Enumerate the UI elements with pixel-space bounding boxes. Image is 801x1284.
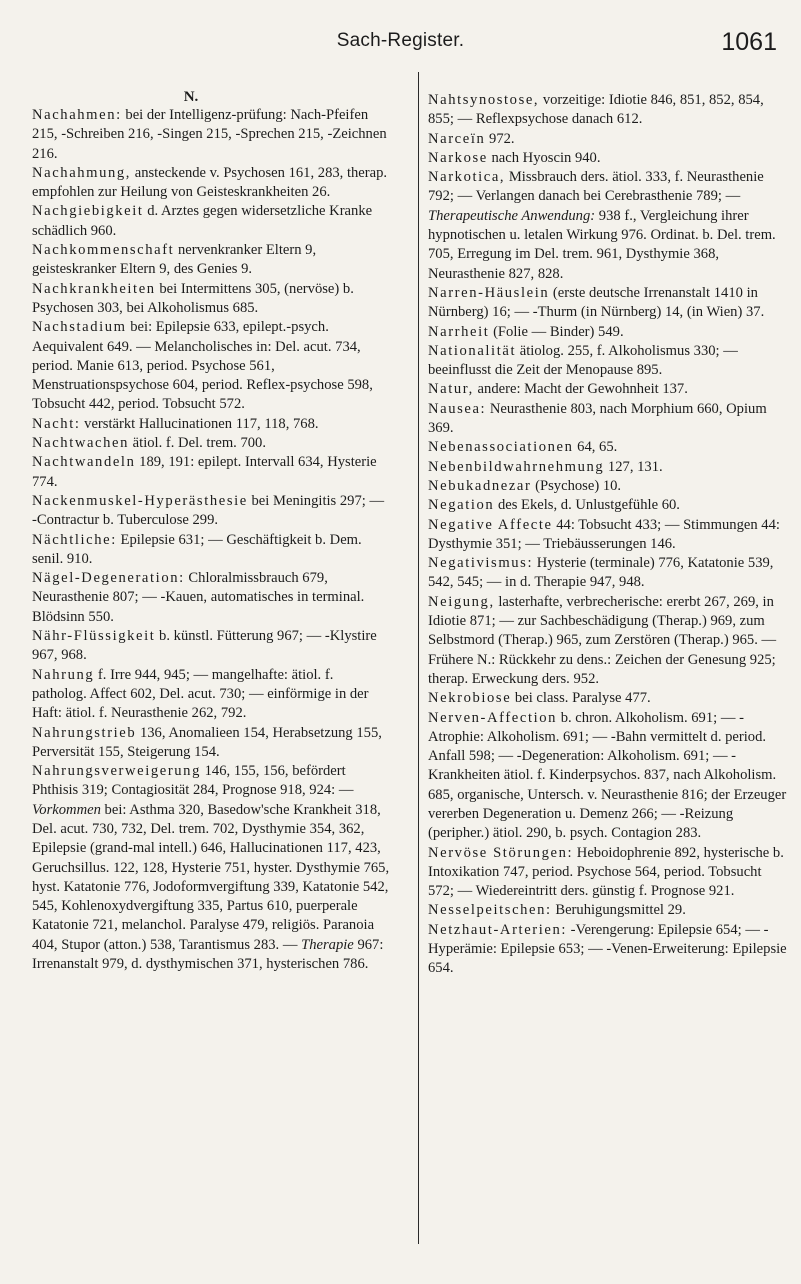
- index-keyword: Nahrungsverweigerung: [32, 763, 201, 780]
- index-entry: [428, 284, 788, 323]
- index-entry: [428, 593, 788, 689]
- index-references: des Ekels, d. Unlustgefühle 60.: [494, 497, 680, 514]
- index-keyword: Narkose: [428, 149, 488, 166]
- index-keyword: Nachkommenschaft: [32, 242, 175, 259]
- index-entry: [428, 901, 788, 920]
- index-references: ätiolog. 255, f. Alkoholismus 330; — beeinflusst die Zeit der Menopause 895.: [428, 342, 738, 379]
- index-keyword: Narrheit: [428, 323, 490, 340]
- page-title: Sach-Register.: [336, 30, 465, 51]
- running-head: [0, 30, 801, 60]
- index-references: Hysterie (terminale) 776, Katatonie 539, 542, 545; — in d. Therapie 947, 948.: [428, 555, 774, 591]
- index-references: nervenkranker Eltern 9, geisteskranker Eltern 9, des Genies 9.: [32, 242, 317, 278]
- index-references: Neurasthenie 803, nach Morphium 660, Opium 369.: [428, 400, 767, 437]
- index-references: b. künstl. Fütterung 967; — -Klystire 967, 968.: [32, 628, 377, 664]
- index-entry: [32, 492, 390, 531]
- index-keyword: Nervöse Störungen:: [428, 844, 574, 861]
- index-references: 967: Irrenanstalt 979, d. dysthymischen 371, hysterischen 786.: [32, 936, 384, 973]
- index-keyword: Negativismus:: [428, 555, 534, 572]
- index-keyword: Nerven-Affection: [428, 709, 558, 726]
- index-references: 938 f., Vergleichung ihrer hypnotischen u. letalen Wirkung 976. Ordinat. b. Del. trem. 705, Erregung im Del. trem. 961, Dysthymie 368, Neurasthenie 827, 828.: [428, 207, 776, 282]
- index-keyword: Netzhaut-Arterien:: [428, 921, 568, 938]
- index-keyword: Nahtsynostose,: [428, 92, 540, 108]
- index-keyword: Narkotica,: [428, 169, 506, 186]
- index-keyword: Nachtwachen: [32, 435, 130, 452]
- index-entry: [428, 554, 788, 593]
- index-keyword: Nacht:: [32, 415, 81, 432]
- index-entry: [32, 724, 390, 763]
- index-entry: [428, 844, 788, 902]
- index-references: andere: Macht der Gewohnheit 137.: [473, 381, 688, 398]
- index-entry: [32, 434, 390, 453]
- index-entry: [32, 569, 390, 627]
- index-references: Heboidophrenie 892, hysterische b. Intoxikation 747, period. Psychose 564, period. Tobsucht 572; — Wiedereintritt ders. günstig f. Prognose 921.: [428, 844, 784, 900]
- index-keyword: Narceïn: [428, 130, 486, 147]
- index-entry: [32, 202, 390, 241]
- index-references: 127, 131.: [604, 458, 663, 475]
- index-references: vorzeitige: Idiotie 846, 851, 852, 854, 855; — Reflexpsychose danach 612.: [428, 92, 764, 128]
- index-references: (erste deutsche Irrenanstalt 1410 in Nürnberg) 16; — -Thurm (in Nürnberg) 14, (in Wien) 37.: [428, 284, 765, 321]
- index-references: verstärkt Hallucinationen 117, 118, 768.: [80, 415, 319, 432]
- index-references: ansteckende v. Psychosen 161, 283, therap. empfohlen zur Heilung von Geisteskrankheiten 26.: [32, 164, 388, 201]
- index-entry: [32, 280, 390, 319]
- index-entry: [32, 453, 390, 492]
- section-letter: N.: [183, 89, 199, 105]
- index-keyword: Negative Affecte: [428, 516, 553, 533]
- index-keyword: Nebukadnezar: [428, 477, 532, 494]
- index-references: bei: Asthma 320, Basedow'sche Krankheit 318, Del. acut. 730, 732, Del. trem. 702, Dysthymie 354, 362, Epilepsie (grand-mal intell.) 646, Hallucinationen 117, 423, Geruchsillus. 122, 128, Hysterie 751, hyster. Dysthymie 765, hyst. Katatonie 776, Jodoformvergiftung 339, Katatonie 542, 545, Kohlenoxydvergiftung 335, Partus 610, puerperale Katatonie 721, melanchol. Paralyse 479, religiös. Paranoia 404, Stupor (atton.) 538, Tarantismus 283. —: [32, 801, 390, 953]
- index-entry: [428, 149, 788, 168]
- index-keyword: Nachkrankheiten: [32, 280, 156, 297]
- index-entry: [32, 164, 390, 203]
- index-entry: [428, 91, 788, 130]
- index-entry: [32, 531, 390, 570]
- index-references: bei class. Paralyse 477.: [511, 690, 651, 707]
- index-references: Chloralmissbrauch 679, Neurasthenie 807; — -Kauen, automatisches in terminal. Blödsinn 550.: [32, 570, 365, 625]
- index-keyword: Nebenbildwahrnehmung: [428, 458, 605, 475]
- index-entry: [428, 921, 788, 979]
- index-entry: [32, 415, 390, 434]
- index-keyword: Nebenassociationen: [428, 439, 574, 456]
- index-entry: [428, 342, 788, 381]
- index-keyword: Nationalität: [428, 342, 517, 359]
- index-entry: [32, 318, 390, 414]
- index-references: ätiol. f. Del. trem. 700.: [129, 435, 267, 452]
- index-keyword: Negation: [428, 497, 495, 514]
- index-references: 136, Anomalieen 154, Herabsetzung 155, Perversität 155, Steigerung 154.: [32, 724, 382, 760]
- index-references: (Folie — Binder) 549.: [489, 323, 624, 340]
- index-entry: [32, 627, 390, 666]
- index-references: -Verengerung: Epilepsie 654; — -Hyperämie: Epilepsie 653; — -Venen-Erweiterung: Epilepsie 654.: [428, 921, 787, 977]
- left-column: [32, 91, 390, 974]
- index-keyword: Nachahmung,: [32, 164, 132, 181]
- index-references: bei: Epilepsie 633, epilept.-psych. Aequivalent 649. — Melancholisches in: Del. acut. 734, period. Manie 613, period. Psychose 561, Menstruationspsychose 604, period. Reflex-psychose 598, Tobsucht 442, period. Tobsucht 572.: [32, 319, 373, 413]
- index-entry: [428, 323, 788, 342]
- right-column: [428, 91, 788, 979]
- index-entry: [428, 130, 788, 149]
- index-entry: [428, 400, 788, 439]
- index-references: bei Meningitis 297; — -Contractur b. Tuberculose 299.: [32, 492, 385, 529]
- index-keyword: Nackenmuskel-Hyperästhesie: [32, 492, 248, 509]
- index-entry: [428, 516, 788, 555]
- index-subheading: Therapeutische Anwendung:: [428, 207, 596, 224]
- index-references: (Psychose) 10.: [531, 477, 622, 494]
- index-keyword: Nägel-Degeneration:: [32, 570, 185, 587]
- index-keyword: Narren-Häuslein: [428, 284, 550, 301]
- column-divider: [418, 72, 419, 1244]
- index-keyword: Nekrobiose: [428, 690, 512, 707]
- index-references: b. chron. Alkoholism. 691; — -Atrophie: Alkoholism. 691; — -Bahn vermittelt d. period. Anfall 598; — -Degeneration: Alkoholism. 691; — -Krankheiten ätiol. f. Kinderpsychos. 837, nach Alkoholism. 685, organische, Untersch. v. Neurasthenie 816; der Erzeuger vererben Degeneration u. Demenz 266; — -Reizung (peripher.) ätiol. 290, b. psych. Contagion 283.: [428, 709, 787, 842]
- index-references: Beruhigungsmittel 29.: [551, 902, 686, 919]
- index-entry: [428, 477, 788, 496]
- index-entry: [428, 709, 788, 844]
- index-entry: [428, 496, 788, 515]
- index-keyword: Nachtwandeln: [32, 454, 136, 471]
- page-number: 1061: [721, 28, 777, 56]
- index-references: lasterhafte, verbrecherische: ererbt 267, 269, in Idiotie 871; — zur Sachbeschädigung (Therap.) 969, zum Selbstmord (Therap.) 965, zum Zerstören (Therap.) 965. — Frühere N.: Rückkehr zu dens.: Zeichen der Genesung 925; therap. Erweckung ders. 952.: [428, 593, 777, 687]
- index-references: d. Arztes gegen widersetzliche Kranke schädlich 960.: [32, 203, 373, 239]
- index-references: Missbrauch ders. ätiol. 333, f. Neurasthenie 792; — Verlangen danach bei Cerebrasthenie 789; —: [428, 169, 764, 205]
- index-entry: [32, 666, 390, 724]
- index-references: f. Irre 944, 945; — mangelhafte: ätiol. f. patholog. Affect 602, Del. acut. 730; — einförmige in der Haft: ätiol. f. Neurasthenie 262, 792.: [32, 666, 369, 722]
- index-keyword: Nausea:: [428, 400, 487, 417]
- index-keyword: Nachahmen:: [32, 107, 122, 123]
- index-references: 64, 65.: [573, 439, 618, 456]
- index-references: nach Hyoscin 940.: [487, 149, 601, 166]
- index-entry: [428, 458, 788, 477]
- index-references: 44: Tobsucht 433; — Stimmungen 44: Dysthymie 351; — Triebäusserungen 146.: [428, 516, 780, 552]
- index-keyword: Natur,: [428, 381, 474, 398]
- index-references: bei der Intelligenz-prüfung: Nach-Pfeifen 215, -Schreiben 216, -Singen 215, -Sprechen 215, -Zeichnen 216.: [32, 107, 387, 162]
- index-entry: [428, 438, 788, 457]
- index-keyword: Nähr-Flüssigkeit: [32, 628, 156, 645]
- index-keyword: Nachgiebigkeit: [32, 203, 144, 220]
- index-references: bei Intermittens 305, (nervöse) b. Psychosen 303, bei Alkoholismus 685.: [32, 280, 354, 316]
- index-keyword: Nachstadium: [32, 319, 127, 336]
- index-keyword: Nahrung: [32, 666, 95, 683]
- index-entry: [32, 241, 390, 280]
- index-entry: [32, 106, 390, 164]
- index-entry: [428, 168, 788, 284]
- index-subheading: Therapie: [301, 936, 354, 953]
- index-subheading: Vorkommen: [32, 801, 101, 818]
- index-keyword: Nächtliche:: [32, 531, 117, 548]
- index-entry: [32, 762, 390, 974]
- index-references: 189, 191: epilept. Intervall 634, Hysterie 774.: [32, 454, 377, 490]
- index-entry: [428, 689, 788, 708]
- index-keyword: Nahrungstrieb: [32, 724, 137, 741]
- index-references: 972.: [485, 130, 515, 147]
- index-references: 146, 155, 156, befördert Phthisis 319; Contagiosität 284, Prognose 918, 924: —: [32, 763, 354, 799]
- index-entry: [428, 380, 788, 399]
- index-references: Epilepsie 631; — Geschäftigkeit b. Dem. senil. 910.: [32, 531, 362, 567]
- index-keyword: Nesselpeitschen:: [428, 902, 552, 919]
- index-keyword: Neigung,: [428, 593, 495, 610]
